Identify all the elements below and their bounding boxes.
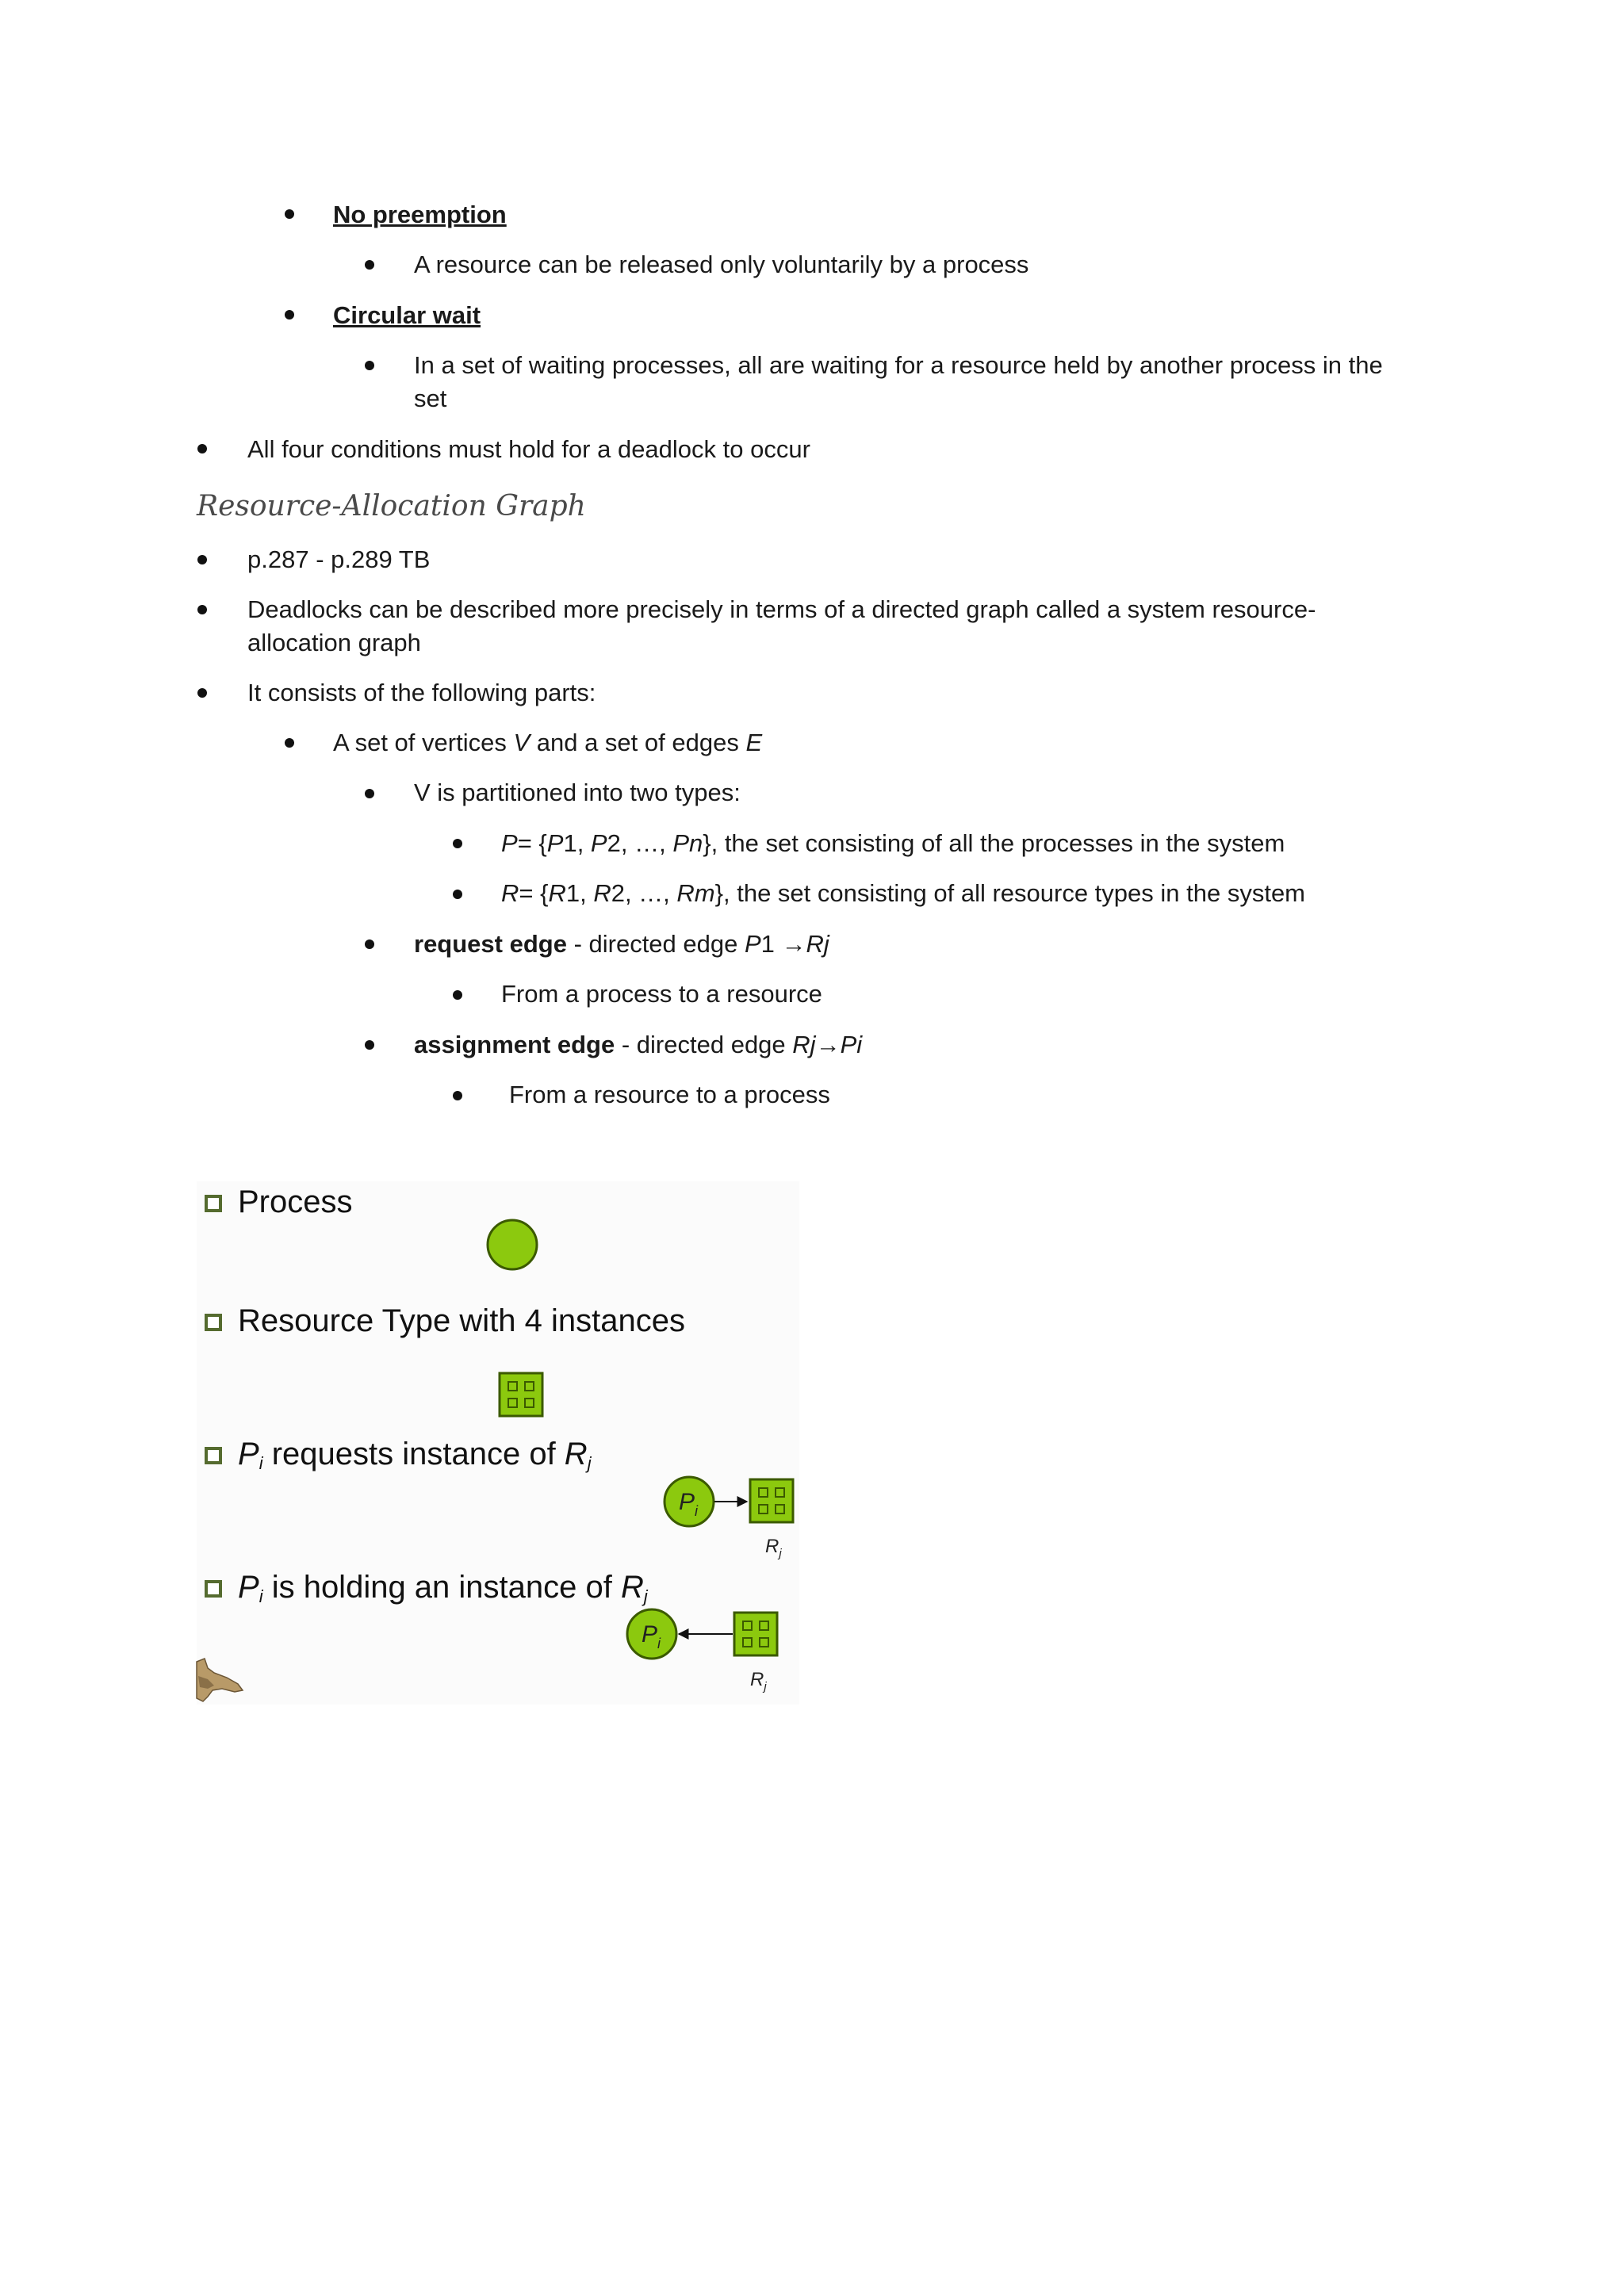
- legend-resource-label: Resource Type with 4 instances: [238, 1303, 686, 1338]
- vertices-edges: A set of vertices V and a set of edges E: [333, 729, 763, 756]
- partition-text: V is partitioned into two types:: [414, 779, 741, 806]
- resource-rj-node-icon: [734, 1613, 777, 1655]
- node-label: $R_j$: [750, 1669, 767, 1693]
- request-edge: request edge - directed edge P1 →Rj: [414, 930, 829, 958]
- process-node-icon: [488, 1220, 537, 1269]
- section-heading: Resource-Allocation Graph: [197, 490, 586, 522]
- node-label: $P_i$: [679, 1489, 699, 1519]
- assignment-edge-detail: From a resource to a process: [509, 1081, 830, 1108]
- resource-set: R= {R1, R2, …, Rm}, the set consisting of all resource types in the system: [501, 879, 1306, 907]
- condition-title-no-preemption: No preemption: [333, 201, 507, 228]
- conditions-summary: All four conditions must hold for a deadlock to occur: [247, 435, 810, 463]
- resource-rj-node-icon: [750, 1479, 793, 1522]
- legend-requests-label: $P_i$ requests instance of $R_j$: [238, 1437, 592, 1473]
- dinosaur-logo-icon: [197, 1659, 243, 1701]
- legend-holding-label: $P_i$ is holding an instance of $R_j$: [238, 1570, 648, 1606]
- legend-process-label: Process: [238, 1184, 353, 1219]
- rag-description: Deadlocks can be described more precisely in terms of a directed graph called a system resource-allocation graph: [247, 595, 1316, 656]
- condition-detail: In a set of waiting processes, all are waiting for a resource held by another process in the set: [414, 351, 1383, 412]
- resource-node-icon: [500, 1373, 542, 1416]
- request-edge-detail: From a process to a resource: [501, 980, 822, 1008]
- process-set: P= {P1, P2, …, Pn}, the set consisting of all the processes in the system: [501, 829, 1285, 857]
- node-label: $P_i$: [642, 1621, 661, 1651]
- rag-parts-intro: It consists of the following parts:: [247, 679, 596, 706]
- condition-detail: A resource can be released only voluntarily by a process: [414, 251, 1029, 278]
- assignment-edge: assignment edge - directed edge Rj→Pi: [414, 1031, 863, 1058]
- condition-title-circular-wait: Circular wait: [333, 301, 481, 329]
- node-label: $R_j$: [765, 1536, 782, 1560]
- page-reference: p.287 - p.289 TB: [247, 545, 431, 573]
